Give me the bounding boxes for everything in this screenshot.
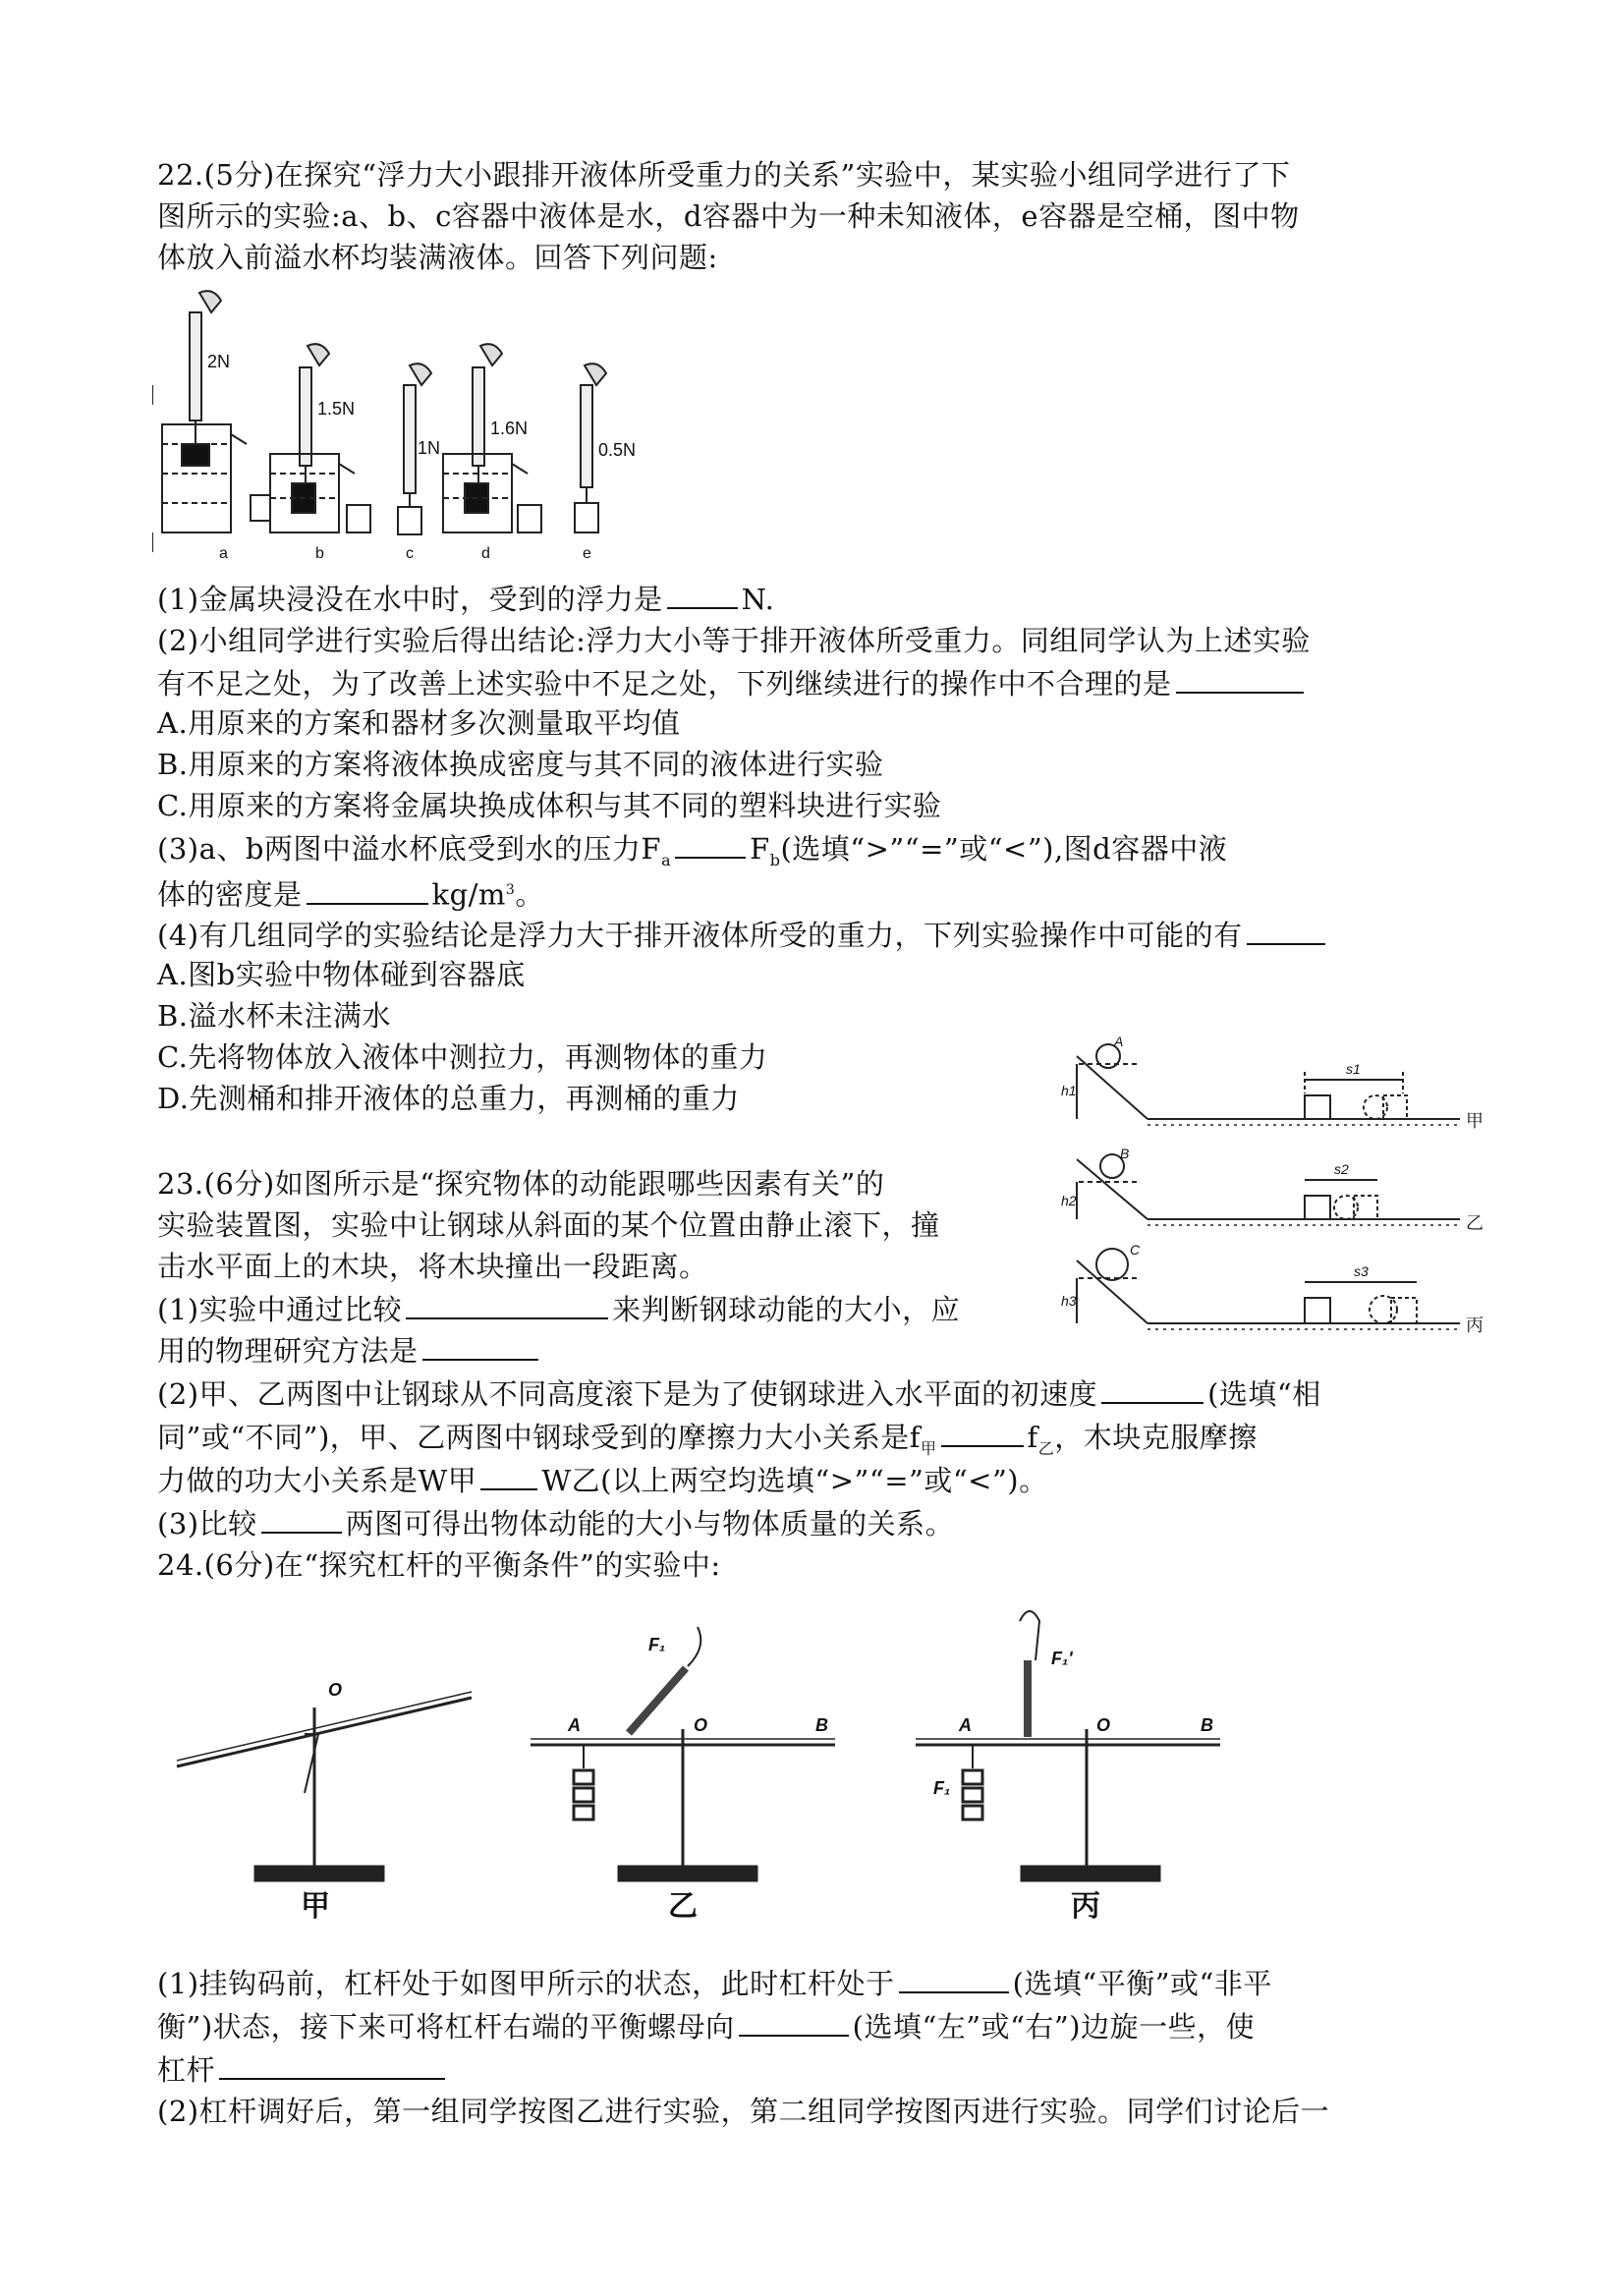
q22-blank-4[interactable] bbox=[307, 873, 428, 905]
q22-intro-line3: 体放入前溢水杯均装满液体。回答下列问题: bbox=[157, 241, 718, 274]
q23-line2: 实验装置图，实验中让钢球从斜面的某个位置由静止滚下，撞 bbox=[157, 1208, 940, 1242]
q23-sub-yi: 乙 bbox=[1037, 1438, 1055, 1458]
q23-part2-text6: W乙(以上两空均选填“>”“=”或“<”)。 bbox=[541, 1464, 1048, 1497]
q22-part4-option-c: C.先将物体放入液体中测拉力，再测物体的重力 bbox=[157, 1040, 768, 1074]
dist-label-2: s2 bbox=[1334, 1161, 1349, 1177]
q22-part2-text: 有不足之处，为了改善上述实验中不足之处，下列继续进行的操作中不合理的是 bbox=[157, 667, 1172, 700]
q22-option-a: A.用原来的方案和器材多次测量取平均值 bbox=[157, 706, 681, 740]
lever-tag-bing: 丙 bbox=[1071, 1889, 1100, 1924]
q23-kinetic-energy-figure bbox=[1059, 1036, 1491, 1361]
q23-blank-1[interactable] bbox=[406, 1288, 608, 1319]
ball-label-b: B bbox=[1120, 1146, 1130, 1161]
q24-part2: (2)杠杆调好后，第一组同学按图乙进行实验，第二组同学按图丙进行实验。同学们讨论后一 bbox=[157, 2095, 1330, 2128]
tag-yi: 乙 bbox=[1466, 1213, 1483, 1234]
q22-part3-text2: (选填“>”“=”或“<”),图d容器中液 bbox=[780, 832, 1228, 866]
q22-intro-line2: 图所示的实验:a、b、c容器中液体是水，d容器中为一种未知液体，e容器是空桶，图中物 bbox=[157, 199, 1300, 233]
q22-sub-a: a bbox=[661, 850, 672, 869]
q24-lever-figure bbox=[157, 1601, 1238, 1926]
q23-part3 bbox=[157, 1502, 954, 1543]
force-label-b: 1.5N bbox=[317, 399, 356, 419]
q24-part1-text: (1)挂钩码前，杠杆处于如图甲所示的状态，此时杠杆处于 bbox=[157, 1967, 895, 2000]
height-label-2: h2 bbox=[1061, 1193, 1077, 1208]
q22-blank-1[interactable] bbox=[667, 578, 738, 609]
q23-part3-text: (3)比较 bbox=[157, 1507, 257, 1540]
q22-part4-option-d: D.先测桶和排开液体的总重力，再测桶的重力 bbox=[157, 1082, 740, 1115]
q22-part3-end: 。 bbox=[515, 877, 544, 912]
q22-part4-option-a: A.图b实验中物体碰到容器底 bbox=[157, 958, 526, 991]
tag-bing: 丙 bbox=[1466, 1316, 1483, 1336]
lever-o-bing: O bbox=[1096, 1715, 1111, 1735]
q23-part2-text4: ，木块克服摩擦 bbox=[1054, 1421, 1258, 1454]
q23-blank-4[interactable] bbox=[941, 1416, 1024, 1447]
fig-label-b: b bbox=[315, 545, 324, 562]
q24-part1-text3: 衡”)状态，接下来可将杠杆右端的平衡螺母向 bbox=[157, 2010, 735, 2044]
lever-b-yi: B bbox=[815, 1715, 828, 1735]
q24-part1-line2 bbox=[157, 2005, 1255, 2046]
force-label-c: 1N bbox=[418, 438, 441, 458]
q22-part3-line2 bbox=[157, 870, 544, 915]
q22-part1-unit: N. bbox=[741, 583, 775, 616]
height-label-3: h3 bbox=[1061, 1293, 1077, 1309]
q23-part2-line1 bbox=[157, 1372, 1321, 1414]
q22-part4-text: (4)有几组同学的实验结论是浮力大于排开液体所受的重力，下列实验操作中可能的有 bbox=[157, 919, 1243, 952]
lever-tag-yi: 乙 bbox=[668, 1889, 698, 1924]
lever-b-bing: B bbox=[1201, 1715, 1213, 1735]
q22-part2-line1: (2)小组同学进行实验后得出结论:浮力大小等于排开液体所受重力。同组同学认为上述实验 bbox=[157, 624, 1311, 657]
lever-o-yi: O bbox=[694, 1715, 708, 1735]
lever-o-jia: O bbox=[328, 1680, 343, 1700]
q22-option-c: C.用原来的方案将金属块换成体积与其不同的塑料块进行实验 bbox=[157, 789, 942, 822]
q22-part3-text: (3)a、b两图中溢水杯底受到水的压力F bbox=[157, 832, 662, 866]
q23-blank-6[interactable] bbox=[261, 1502, 342, 1534]
dist-label-3: s3 bbox=[1354, 1263, 1369, 1279]
tag-jia: 甲 bbox=[1466, 1111, 1483, 1132]
q24-part1-text2: (选填“平衡”或“非平 bbox=[1012, 1967, 1272, 2000]
fig-label-e: e bbox=[583, 545, 591, 562]
ball-label-c: C bbox=[1130, 1242, 1141, 1258]
lever-a-yi: A bbox=[568, 1715, 581, 1735]
fig-label-c: c bbox=[406, 545, 414, 562]
q23-part2-text3: 同”或“不同”)，甲、乙两图中钢球受到的摩擦力大小关系是f bbox=[157, 1421, 922, 1454]
q22-part4-line1 bbox=[157, 914, 1329, 955]
force-label-e: 0.5N bbox=[598, 440, 637, 460]
q24-blank-2[interactable] bbox=[739, 2005, 849, 2037]
q22-buoyancy-figure bbox=[152, 287, 663, 562]
q23-part1-line2 bbox=[157, 1329, 542, 1371]
q23-part3-text2: 两图可得出物体动能的大小与物体质量的关系。 bbox=[345, 1507, 955, 1540]
q22-part3-F: F bbox=[750, 832, 770, 866]
q22-blank-2[interactable] bbox=[1176, 662, 1304, 694]
q23-sub-jia: 甲 bbox=[921, 1438, 937, 1458]
ball-label-a: A bbox=[1114, 1036, 1124, 1049]
q22-blank-5[interactable] bbox=[1247, 914, 1325, 945]
fig-label-a: a bbox=[219, 545, 228, 562]
q24-blank-3[interactable] bbox=[219, 2048, 445, 2080]
q22-blank-3[interactable] bbox=[675, 827, 746, 859]
q22-part4-option-b: B.溢水杯未注满水 bbox=[157, 999, 392, 1033]
lever-tag-jia: 甲 bbox=[301, 1889, 330, 1924]
q22-part3-unit: kg/m bbox=[431, 877, 506, 912]
lever-f1-bing: F₁ bbox=[933, 1778, 951, 1798]
q23-part2-f: f bbox=[1027, 1421, 1038, 1454]
q23-line3: 击水平面上的木块，将木块撞出一段距离。 bbox=[157, 1250, 708, 1283]
q24-part1-text5: 杠杆 bbox=[157, 2053, 216, 2087]
q23-part1-text2: 来判断钢球动能的大小，应 bbox=[612, 1293, 961, 1326]
force-label-a: 2N bbox=[207, 352, 231, 371]
q23-part2-line3 bbox=[157, 1459, 1048, 1500]
lever-f1-yi: F₁ bbox=[648, 1635, 666, 1654]
q23-part1-line1 bbox=[157, 1288, 960, 1329]
force-label-d: 1.6N bbox=[490, 419, 529, 438]
q22-part3-text3: 体的密度是 bbox=[157, 877, 303, 912]
q23-blank-3[interactable] bbox=[1101, 1372, 1203, 1404]
q23-part2-text: (2)甲、乙两图中让钢球从不同高度滚下是为了使钢球进入水平面的初速度 bbox=[157, 1377, 1098, 1411]
lever-a-bing: A bbox=[959, 1715, 972, 1735]
q23-part1-text: (1)实验中通过比较 bbox=[157, 1293, 403, 1326]
q23-part2-text2: (选填“相 bbox=[1207, 1377, 1321, 1411]
q22-part1-text: (1)金属块浸没在水中时，受到的浮力是 bbox=[157, 583, 663, 616]
q23-line1: 23.(6分)如图所示是“探究物体的动能跟哪些因素有关”的 bbox=[157, 1167, 885, 1201]
q22-part2-line2 bbox=[157, 662, 1308, 703]
q23-blank-5[interactable] bbox=[480, 1459, 537, 1490]
q22-part1 bbox=[157, 578, 774, 619]
q23-part2-text5: 力做的功大小关系是W甲 bbox=[157, 1464, 477, 1497]
q22-part3-sup: 3 bbox=[505, 882, 516, 898]
q24-part1-line3 bbox=[157, 2048, 449, 2090]
fig-label-d: d bbox=[481, 545, 490, 562]
q24-part1-text4: (选填“左”或“右”)边旋一些，使 bbox=[852, 2010, 1256, 2044]
lever-f1p-bing: F₁' bbox=[1051, 1649, 1073, 1668]
q22-option-b: B.用原来的方案将液体换成密度与其不同的液体进行实验 bbox=[157, 748, 884, 781]
q22-sub-b: b bbox=[769, 850, 781, 869]
q24-blank-1[interactable] bbox=[899, 1962, 1009, 1993]
height-label-1: h1 bbox=[1061, 1083, 1077, 1098]
dist-label-1: s1 bbox=[1346, 1061, 1361, 1077]
q24-title: 24.(6分)在“探究杠杆的平衡条件”的实验中: bbox=[157, 1548, 721, 1582]
q22-intro-line1: 22.(5分)在探究“浮力大小跟排开液体所受重力的关系”实验中，某实验小组同学进行了下 bbox=[157, 158, 1291, 192]
q23-part1-text3: 用的物理研究方法是 bbox=[157, 1334, 419, 1368]
q23-blank-2[interactable] bbox=[422, 1329, 538, 1361]
q24-part1-line1 bbox=[157, 1962, 1272, 2003]
